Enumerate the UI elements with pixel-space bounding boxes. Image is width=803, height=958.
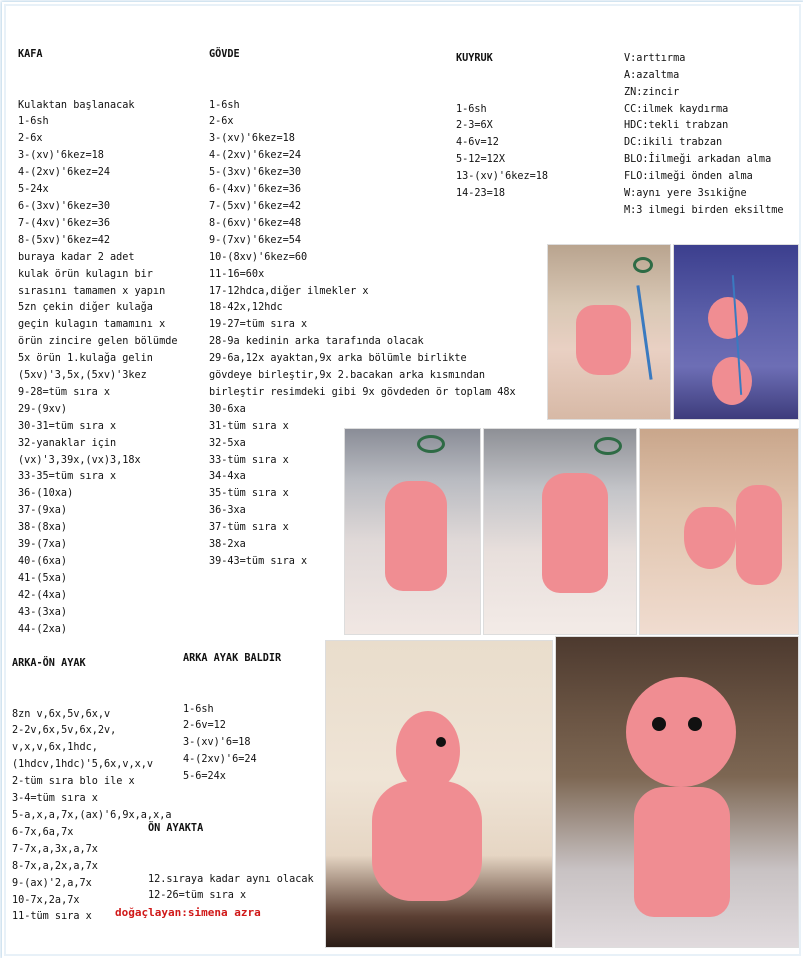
cat-eye-image bbox=[652, 717, 666, 731]
instruction-line: 41-(5xa) bbox=[18, 572, 68, 584]
instruction-line: sırasını tamamen x yapın bbox=[18, 285, 166, 297]
legend-lines bbox=[624, 51, 783, 220]
arka-ayak-baldir-section bbox=[183, 617, 281, 803]
ear-piece-image bbox=[708, 297, 748, 339]
instruction-line: 8-(6xv)'6kez=48 bbox=[209, 217, 302, 229]
crochet-body-image bbox=[542, 473, 608, 593]
abbreviation-legend bbox=[624, 17, 783, 237]
instruction-line: 18-42x,12hdc bbox=[209, 302, 283, 314]
instruction-line: 8-7x,a,2x,a,7x bbox=[12, 860, 98, 872]
instruction-line: 10-(8xv)'6kez=60 bbox=[209, 251, 308, 263]
on-ayakta-title: ÖN AYAKTA bbox=[148, 822, 204, 834]
instruction-line: DC:ikili trabzan bbox=[624, 137, 723, 149]
instruction-line: 36-(10xa) bbox=[18, 488, 74, 500]
instruction-line: 34-4xa bbox=[209, 471, 246, 483]
crochet-legs-image bbox=[576, 305, 631, 375]
cat-head-image bbox=[626, 677, 736, 787]
instruction-line: 2-6v=12 bbox=[183, 720, 226, 732]
kuyruk-title: KUYRUK bbox=[456, 52, 493, 64]
instruction-line: 37-(9xa) bbox=[18, 505, 68, 517]
instruction-line: 9-(ax)'2,a,7x bbox=[12, 877, 92, 889]
instruction-line: (vx)'3,39x,(vx)3,18x bbox=[18, 454, 141, 466]
instruction-line: 3-(xv)'6kez=18 bbox=[18, 150, 104, 162]
instruction-line: 2-tüm sıra blo ile x bbox=[12, 776, 135, 788]
instruction-line: 4-6v=12 bbox=[456, 137, 499, 149]
crochet-hook-icon bbox=[636, 285, 652, 379]
kafa-section bbox=[18, 13, 177, 655]
instruction-line: W:aynı yere 3sıkiğne bbox=[624, 188, 747, 200]
instruction-line: 3-(xv)'6=18 bbox=[183, 737, 251, 749]
instruction-line: gövdeye birleştir,9x 2.bacakan arka kısmından bbox=[209, 370, 486, 382]
instruction-line: 17-12hdca,diğer ilmekler x bbox=[209, 285, 369, 297]
instruction-line: 1-6sh bbox=[183, 703, 214, 715]
arka-ayak-baldir-lines bbox=[183, 702, 281, 787]
photo-finished-cat-front bbox=[555, 636, 799, 948]
kafa-lines bbox=[18, 98, 177, 639]
instruction-line: BLO:İilmeği arkadan alma bbox=[624, 154, 772, 166]
photo-ears bbox=[673, 244, 799, 420]
instruction-line: 6-(4xv)'6kez=36 bbox=[209, 184, 302, 196]
instruction-line: örün zincire gelen bölümde bbox=[18, 336, 178, 348]
instruction-line: Kulaktan başlanacak bbox=[18, 99, 135, 111]
instruction-line: 2-3=6X bbox=[456, 120, 493, 132]
instruction-line: ZN:zincir bbox=[624, 86, 680, 98]
instruction-line: 9-28=tüm sıra x bbox=[18, 386, 111, 398]
instruction-line: 39-43=tüm sıra x bbox=[209, 556, 308, 567]
instruction-line: M:3 ilmegi birden eksiltme bbox=[624, 204, 784, 216]
instruction-line: 5-a,x,a,7x,(ax)'6,9x,a,x,a bbox=[12, 809, 172, 821]
instruction-line: A:azaltma bbox=[624, 69, 680, 81]
instruction-line: 6-(3xv)'6kez=30 bbox=[18, 200, 111, 212]
instruction-line: 1-6sh bbox=[209, 99, 240, 111]
instruction-line: 39-(7xa) bbox=[18, 539, 68, 551]
scissors-icon bbox=[633, 257, 653, 273]
instruction-line: 1-6sh bbox=[18, 116, 49, 128]
cat-body-image bbox=[634, 787, 730, 917]
on-ayakta-section bbox=[148, 787, 314, 922]
instruction-line: 7-7x,a,3x,a,7x bbox=[12, 843, 98, 855]
instruction-line: birleştir resimdeki gibi 9x gövdeden ör toplam 48x bbox=[209, 386, 516, 398]
cat-head-image bbox=[396, 711, 460, 791]
instruction-line: 13-(xv)'6kez=18 bbox=[456, 171, 549, 183]
instruction-line: 30-6xa bbox=[209, 403, 246, 415]
instruction-line: 11-16=60x bbox=[209, 268, 265, 280]
instruction-line: 37-tüm sıra x bbox=[209, 522, 289, 534]
instruction-line: 5x örün 1.kulağa gelin bbox=[18, 353, 153, 365]
instruction-line: geçin kulagın tamamını x bbox=[18, 319, 166, 331]
instruction-line: 42-(4xa) bbox=[18, 589, 68, 601]
instruction-line: (1hdcv,1hdc)'5,6x,v,x,v bbox=[12, 759, 154, 771]
instruction-line: 38-(8xa) bbox=[18, 522, 68, 534]
instruction-line: 11-tüm sıra x bbox=[12, 911, 92, 923]
kuyruk-section bbox=[456, 17, 548, 220]
instruction-line: 8-(5xv)'6kez=42 bbox=[18, 234, 111, 246]
kuyruk-lines bbox=[456, 102, 548, 203]
instruction-line: 33-35=tüm sıra x bbox=[18, 471, 117, 483]
photo-body-progress bbox=[483, 428, 637, 635]
instruction-line: V:arttırma bbox=[624, 52, 686, 64]
instruction-line: 1-6sh bbox=[456, 103, 487, 115]
instruction-line: 3-4=tüm sıra x bbox=[12, 793, 98, 805]
instruction-line: 4-(2xv)'6=24 bbox=[183, 754, 257, 766]
instruction-line: 29-6a,12x ayaktan,9x arka bölümle birlikte bbox=[209, 353, 467, 365]
crochet-head-image bbox=[684, 507, 736, 569]
instruction-line: 5zn çekin diğer kulağa bbox=[18, 302, 153, 314]
instruction-line: CC:ilmek kaydırma bbox=[624, 103, 729, 115]
scissors-icon bbox=[594, 437, 622, 455]
arka-on-ayak-title: ARKA-ÖN AYAK bbox=[12, 657, 86, 669]
instruction-line: 33-tüm sıra x bbox=[209, 454, 289, 466]
instruction-line: 32-yanaklar için bbox=[18, 437, 117, 449]
instruction-line: 5-6=24x bbox=[183, 771, 226, 783]
photo-legs-progress bbox=[547, 244, 671, 420]
instruction-line: 30-31=tüm sıra x bbox=[18, 420, 117, 432]
instruction-line: 28-9a kedinin arka tarafında olacak bbox=[209, 336, 424, 348]
photo-head-and-body bbox=[639, 428, 799, 635]
govde-title: GÖVDE bbox=[209, 48, 240, 60]
cat-eye-image bbox=[436, 737, 446, 747]
instruction-line: 2-2v,6x,5v,6x,2v, bbox=[12, 725, 117, 737]
instruction-line: 35-tüm sıra x bbox=[209, 488, 289, 500]
instruction-line: 3-(xv)'6kez=18 bbox=[209, 133, 295, 145]
instruction-line: HDC:tekli trabzan bbox=[624, 120, 729, 132]
instruction-line: 7-(4xv)'6kez=36 bbox=[18, 217, 111, 229]
instruction-line: 38-2xa bbox=[209, 539, 246, 551]
instruction-line: 5-(3xv)'6kez=30 bbox=[209, 167, 302, 179]
instruction-line: 4-(2xv)'6kez=24 bbox=[209, 150, 302, 162]
instruction-line: 14-23=18 bbox=[456, 188, 506, 200]
instruction-line: 5-24x bbox=[18, 184, 49, 196]
instruction-line: 19-27=tüm sıra x bbox=[209, 319, 308, 331]
crochet-body-image bbox=[736, 485, 782, 585]
instruction-line: 9-(7xv)'6kez=54 bbox=[209, 234, 302, 246]
instruction-line: v,x,v,6x,1hdc, bbox=[12, 742, 98, 754]
instruction-line: 6-7x,6a,7x bbox=[12, 826, 74, 838]
instruction-line: 12.sıraya kadar aynı olacak bbox=[148, 873, 314, 885]
author-credit: doğaçlayan:simena azra bbox=[115, 906, 261, 919]
instruction-line: 36-3xa bbox=[209, 505, 246, 517]
instruction-line: 7-(5xv)'6kez=42 bbox=[209, 200, 302, 212]
ear-piece-image bbox=[712, 357, 752, 405]
instruction-line: 29-(9xv) bbox=[18, 403, 68, 415]
cat-eye-image bbox=[688, 717, 702, 731]
photo-finished-cat-side bbox=[325, 640, 553, 948]
on-ayakta-lines bbox=[148, 872, 314, 906]
instruction-line: 4-(2xv)'6kez=24 bbox=[18, 167, 111, 179]
instruction-line: 10-7x,2a,7x bbox=[12, 894, 80, 906]
instruction-line: 12-26=tüm sıra x bbox=[148, 890, 247, 902]
instruction-line: 40-(6xa) bbox=[18, 556, 68, 567]
photo-body-start bbox=[344, 428, 481, 635]
scissors-icon bbox=[417, 435, 445, 453]
instruction-line: 5-12=12X bbox=[456, 154, 506, 166]
cat-body-image bbox=[372, 781, 482, 901]
instruction-line: buraya kadar 2 adet bbox=[18, 251, 135, 263]
instruction-line: kulak örün kulagın bir bbox=[18, 268, 153, 280]
instruction-line: 8zn v,6x,5v,6x,v bbox=[12, 708, 111, 720]
instruction-line: 2-6x bbox=[18, 133, 43, 145]
instruction-line: (5xv)'3,5x,(5xv)'3kez bbox=[18, 370, 147, 382]
instruction-line: 43-(3xa) bbox=[18, 606, 68, 618]
instruction-line: 32-5xa bbox=[209, 437, 246, 449]
kafa-title: KAFA bbox=[18, 48, 43, 60]
instruction-line: 31-tüm sıra x bbox=[209, 420, 289, 432]
instruction-line: 44-(2xa) bbox=[18, 623, 68, 635]
instruction-line: 2-6x bbox=[209, 116, 234, 128]
arka-ayak-baldir-title: ARKA AYAK BALDIR bbox=[183, 652, 282, 664]
crochet-body-image bbox=[385, 481, 447, 591]
instruction-line: FLO:ilmeği önden alma bbox=[624, 171, 753, 183]
